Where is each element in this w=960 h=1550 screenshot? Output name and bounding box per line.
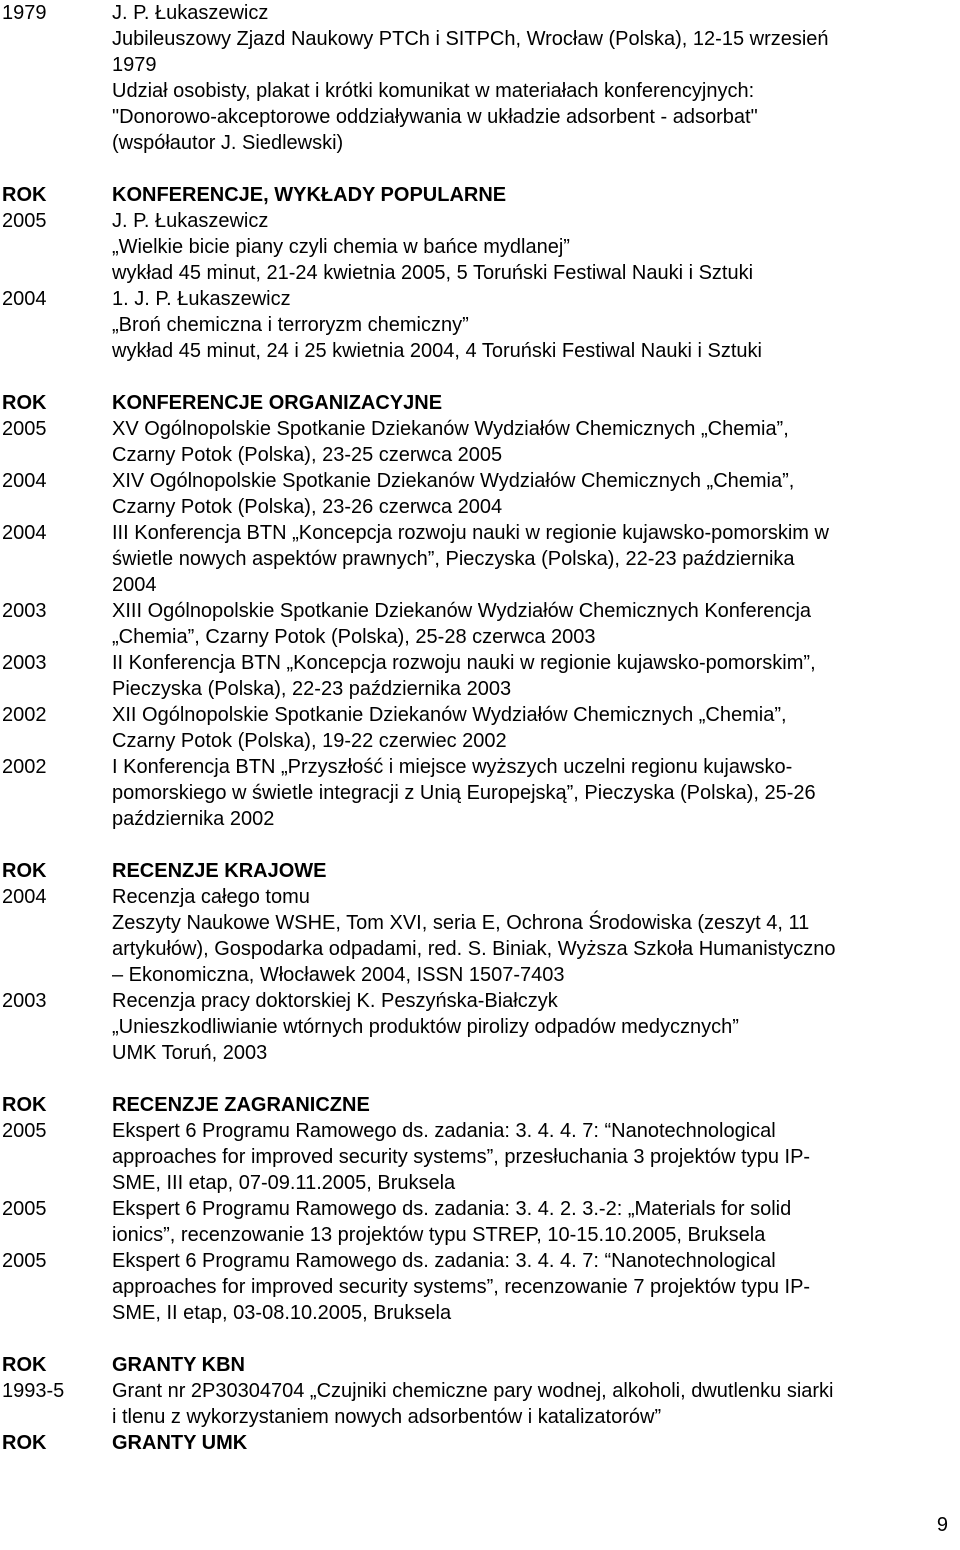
- entry-row: [0, 754, 960, 832]
- section-title: RECENZJE ZAGRANICZNE: [112, 1094, 370, 1116]
- entry-line: 2004: [112, 574, 157, 596]
- entry-line: Czarny Potok (Polska), 19-22 czerwiec 2002: [112, 730, 507, 752]
- section-heading: [0, 1352, 960, 1378]
- entry-line: (współautor J. Siedlewski): [112, 132, 344, 154]
- entry-line: Jubileuszowy Zjazd Naukowy PTCh i SITPCh, Wrocław (Polska), 12-15 wrzesień: [112, 28, 829, 50]
- entry-line: ionics”, recenzowanie 13 projektów typu STREP, 10-15.10.2005, Bruksela: [112, 1224, 766, 1246]
- entry-row: [0, 208, 960, 286]
- entry-row: [0, 988, 960, 1066]
- section-heading-label: ROK: [2, 1432, 47, 1454]
- section-heading: [0, 1092, 960, 1118]
- entry-line: świetle nowych aspektów prawnych”, Pieczyska (Polska), 22-23 października: [112, 548, 795, 570]
- entry-row: [0, 286, 960, 364]
- entry-line: XIII Ogólnopolskie Spotkanie Dziekanów Wydziałów Chemicznych Konferencja: [112, 600, 812, 622]
- entry-content: [112, 1196, 960, 1248]
- section-title: RECENZJE KRAJOWE: [112, 860, 327, 882]
- entry-content: [112, 1378, 960, 1430]
- entry-content: [112, 0, 960, 156]
- entry-line: Ekspert 6 Programu Ramowego ds. zadania: 3. 4. 4. 7: “Nanotechnological: [112, 1120, 776, 1142]
- entry-line: UMK Toruń, 2003: [112, 1042, 268, 1064]
- section-title: KONFERENCJE ORGANIZACYJNE: [112, 392, 443, 414]
- entry-row: [0, 702, 960, 754]
- entry-content: [112, 884, 960, 988]
- entry-line: III Konferencja BTN „Koncepcja rozwoju nauki w regionie kujawsko-pomorskim w: [112, 522, 829, 544]
- entry-year: 2003: [2, 600, 47, 622]
- entry-line: wykład 45 minut, 21-24 kwietnia 2005, 5 Toruński Festiwal Nauki i Sztuki: [112, 262, 754, 284]
- entry-year: 1993-5: [2, 1380, 65, 1402]
- entry-line: Ekspert 6 Programu Ramowego ds. zadania: 3. 4. 2. 3.-2: „Materials for solid: [112, 1198, 792, 1220]
- entry-row: [0, 1118, 960, 1196]
- entry-line: Udział osobisty, plakat i krótki komunikat w materiałach konferencyjnych:: [112, 80, 755, 102]
- entry-line: „Chemia”, Czarny Potok (Polska), 25-28 czerwca 2003: [112, 626, 596, 648]
- entry-content: [112, 468, 960, 520]
- entry-row: [0, 884, 960, 988]
- entry-line: Zeszyty Naukowe WSHE, Tom XVI, seria E, Ochrona Środowiska (zeszyt 4, 11: [112, 912, 810, 934]
- entry-year: 2003: [2, 990, 47, 1012]
- entry-row: [0, 1196, 960, 1248]
- entry-line: Czarny Potok (Polska), 23-25 czerwca 2005: [112, 444, 503, 466]
- entry-line: II Konferencja BTN „Koncepcja rozwoju nauki w regionie kujawsko-pomorskim”,: [112, 652, 816, 674]
- entry-line: J. P. Łukaszewicz: [112, 2, 269, 24]
- entry-line: I Konferencja BTN „Przyszłość i miejsce wyższych uczelni regionu kujawsko-: [112, 756, 793, 778]
- entry-line: i tlenu z wykorzystaniem nowych adsorbentów i katalizatorów”: [112, 1406, 662, 1428]
- entry-year: 2004: [2, 470, 47, 492]
- entry-line: wykład 45 minut, 24 i 25 kwietnia 2004, 4 Toruński Festiwal Nauki i Sztuki: [112, 340, 762, 362]
- page-number: 9: [936, 1514, 948, 1536]
- section-heading-label: ROK: [2, 860, 47, 882]
- entry-year: 2002: [2, 704, 47, 726]
- entry-year: 2004: [2, 288, 47, 310]
- section-heading: [0, 182, 960, 208]
- entry-line: Pieczyska (Polska), 22-23 października 2003: [112, 678, 512, 700]
- entry-line: 1. J. P. Łukaszewicz: [112, 288, 291, 310]
- entry-line: Ekspert 6 Programu Ramowego ds. zadania: 3. 4. 4. 7: “Nanotechnological: [112, 1250, 776, 1272]
- entry-content: [112, 650, 960, 702]
- entry-row: [0, 0, 960, 156]
- entry-row: [0, 468, 960, 520]
- section-heading-label: ROK: [2, 184, 47, 206]
- entry-line: „Unieszkodliwianie wtórnych produktów pirolizy odpadów medycznych”: [112, 1016, 739, 1038]
- entry-line: J. P. Łukaszewicz: [112, 210, 269, 232]
- entry-year: 2005: [2, 1198, 47, 1220]
- entry-content: [112, 1248, 960, 1326]
- entry-line: – Ekonomiczna, Włocławek 2004, ISSN 1507-7403: [112, 964, 565, 986]
- entry-line: Recenzja całego tomu: [112, 886, 310, 908]
- entry-year: 2002: [2, 756, 47, 778]
- entry-line: SME, II etap, 03-08.10.2005, Bruksela: [112, 1302, 452, 1324]
- section-title: GRANTY KBN: [112, 1354, 245, 1376]
- entry-year: 2005: [2, 210, 47, 232]
- entry-line: października 2002: [112, 808, 275, 830]
- entry-line: artykułów), Gospodarka odpadami, red. S. Biniak, Wyższa Szkoła Humanistyczno: [112, 938, 836, 960]
- section-heading-label: ROK: [2, 392, 47, 414]
- entry-content: [112, 416, 960, 468]
- section-heading-label: ROK: [2, 1354, 47, 1376]
- entry-year: 2004: [2, 522, 47, 544]
- entry-content: [112, 754, 960, 832]
- entry-year: 1979: [2, 2, 47, 24]
- entry-year: 2005: [2, 1120, 47, 1142]
- entry-content: [112, 520, 960, 598]
- entry-line: XII Ogólnopolskie Spotkanie Dziekanów Wydziałów Chemicznych „Chemia”,: [112, 704, 787, 726]
- entry-year: 2004: [2, 886, 47, 908]
- entry-line: „Wielkie bicie piany czyli chemia w bańce mydlanej”: [112, 236, 570, 258]
- entry-line: XV Ogólnopolskie Spotkanie Dziekanów Wydziałów Chemicznych „Chemia”,: [112, 418, 789, 440]
- entry-content: [112, 286, 960, 364]
- entry-line: Czarny Potok (Polska), 23-26 czerwca 2004: [112, 496, 503, 518]
- section-title: KONFERENCJE, WYKŁADY POPULARNE: [112, 184, 507, 206]
- entry-row: [0, 416, 960, 468]
- entry-content: [112, 702, 960, 754]
- entry-line: "Donorowo-akceptorowe oddziaływania w układzie adsorbent - adsorbat": [112, 106, 758, 128]
- entry-line: SME, III etap, 07-09.11.2005, Bruksela: [112, 1172, 456, 1194]
- entry-content: [112, 988, 960, 1066]
- section-heading: [0, 390, 960, 416]
- entry-line: „Broń chemiczna i terroryzm chemiczny”: [112, 314, 469, 336]
- entry-line: approaches for improved security systems”, recenzowanie 7 projektów typu IP-: [112, 1276, 811, 1298]
- section-title: GRANTY UMK: [112, 1432, 248, 1454]
- entry-row: [0, 1248, 960, 1326]
- entry-year: 2005: [2, 418, 47, 440]
- entry-line: approaches for improved security systems”, przesłuchania 3 projektów typu IP-: [112, 1146, 811, 1168]
- entry-row: [0, 598, 960, 650]
- entry-line: 1979: [112, 54, 157, 76]
- entry-row: [0, 1378, 960, 1430]
- entry-line: XIV Ogólnopolskie Spotkanie Dziekanów Wydziałów Chemicznych „Chemia”,: [112, 470, 795, 492]
- entry-content: [112, 1118, 960, 1196]
- section-heading: [0, 858, 960, 884]
- entry-content: [112, 208, 960, 286]
- entry-year: 2005: [2, 1250, 47, 1272]
- entry-line: pomorskiego w świetle integracji z Unią Europejską”, Pieczyska (Polska), 25-26: [112, 782, 816, 804]
- entry-content: [112, 598, 960, 650]
- entry-row: [0, 650, 960, 702]
- section-heading-label: ROK: [2, 1094, 47, 1116]
- entry-row: [0, 520, 960, 598]
- section-heading: [0, 1430, 960, 1456]
- entry-line: Recenzja pracy doktorskiej K. Peszyńska-Białczyk: [112, 990, 558, 1012]
- entry-line: Grant nr 2P30304704 „Czujniki chemiczne pary wodnej, alkoholi, dwutlenku siarki: [112, 1380, 834, 1402]
- entry-year: 2003: [2, 652, 47, 674]
